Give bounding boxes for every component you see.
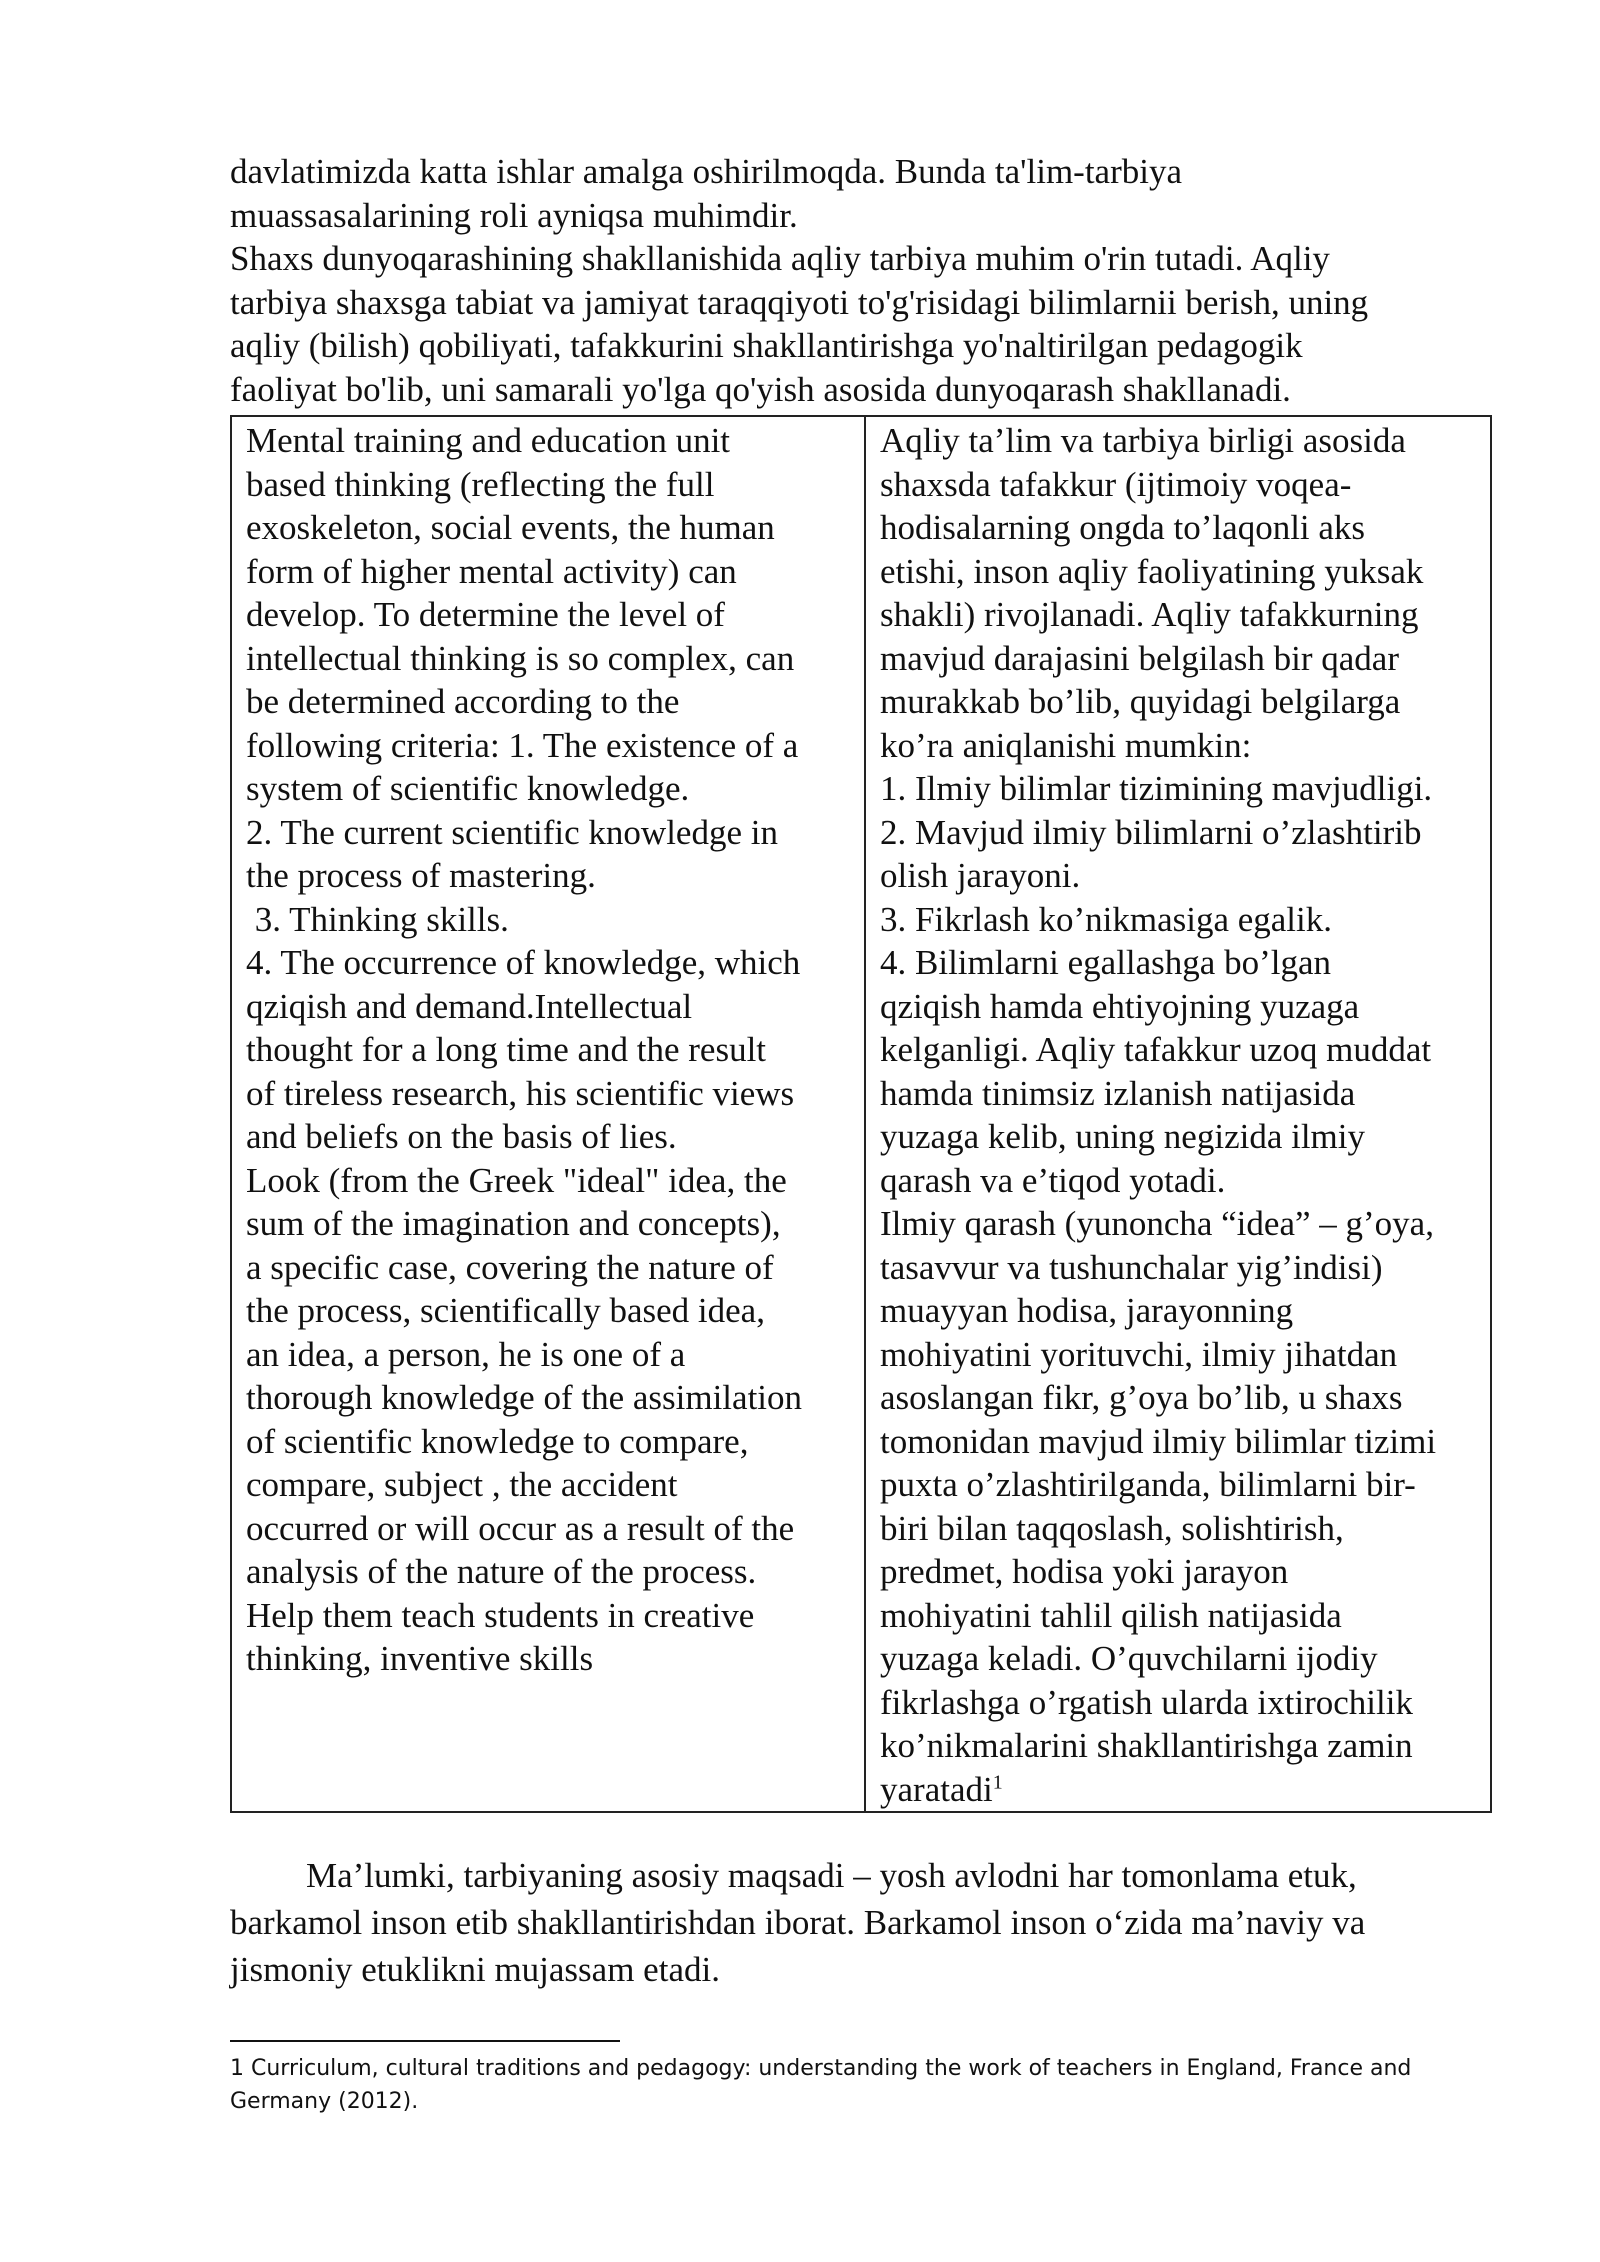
uzbek-line: ko’nikmalarini shakllantirishga zamin	[880, 1726, 1413, 1765]
bilingual-table	[230, 415, 1492, 1813]
closing-paragraph: Ma’lumki, tarbiyaning asosiy maqsadi – yosh avlodni har tomonlama etuk, barkamol inson etib shakllantirishdan iborat. Barkamol inson o‘zida ma’naviy va jismoniy etuklikni mujassam etadi.	[230, 1856, 1366, 1989]
english-line: be determined according to the	[246, 682, 680, 721]
uzbek-line: asoslangan fikr, g’oya bo’lib, u shaxs	[880, 1378, 1403, 1417]
english-line: exoskeleton, social events, the human	[246, 508, 775, 547]
uzbek-line: tasavvur va tushunchalar yig’indisi)	[880, 1247, 1383, 1287]
english-line: based thinking (reflecting the full	[246, 464, 715, 504]
uzbek-line: ko’ra aniqlanishi mumkin:	[880, 725, 1252, 765]
uzbek-line: kelganligi. Aqliy tafakkur uzoq muddat	[880, 1030, 1432, 1069]
intro-line: muassasalarining roli ayniqsa muhimdir.	[230, 195, 798, 235]
uzbek-line: fikrlashga o’rgatish ularda ixtirochilik	[880, 1682, 1413, 1722]
english-line: compare, subject , the accident	[246, 1465, 678, 1504]
english-line: qziqish and demand.Intellectual	[246, 986, 693, 1026]
footnote-reference[interactable]: 1	[992, 1770, 1003, 1793]
uzbek-line: hodisalarning ongda to’laqonli aks	[880, 508, 1366, 547]
english-line: sum of the imagination and concepts),	[246, 1204, 781, 1243]
uzbek-line: qarash va e’tiqod yotadi.	[880, 1160, 1226, 1200]
intro-line: tarbiya shaxsga tabiat va jamiyat taraqqiyoti to'g'risidagi bilimlarnii berish, uning	[230, 282, 1369, 322]
english-line: an idea, a person, he is one of a	[246, 1334, 686, 1374]
uzbek-line: olish jarayoni.	[880, 856, 1081, 895]
english-line: and beliefs on the basis of lies.	[246, 1117, 677, 1156]
english-line: Look (from the Greek "ideal" idea, the	[246, 1160, 787, 1200]
uzbek-line: tomonidan mavjud ilmiy bilimlar tizimi	[880, 1421, 1437, 1461]
intro-line: faoliyat bo'lib, uni samarali yo'lga qo'yish asosida dunyoqarash shakllanadi.	[230, 369, 1291, 409]
table-row	[231, 416, 1491, 1812]
uzbek-line: predmet, hodisa yoki jarayon	[880, 1552, 1289, 1591]
uzbek-line: shaxsda tafakkur (ijtimoiy voqea-	[880, 464, 1352, 504]
uzbek-line: mohiyatini tahlil qilish natijasida	[880, 1595, 1342, 1635]
english-line: thorough knowledge of the assimilation	[246, 1378, 803, 1417]
uzbek-line: 3. Fikrlash ko’nikmasiga egalik.	[880, 899, 1333, 939]
uzbek-line: qziqish hamda ehtiyojning yuzaga	[880, 986, 1360, 1026]
uzbek-line: murakkab bo’lib, quyidagi belgilarga	[880, 682, 1401, 721]
english-line: a specific case, covering the nature of	[246, 1247, 774, 1287]
uzbek-line: yuzaga keladi. O’quvchilarni ijodiy	[880, 1639, 1378, 1678]
uzbek-line: yuzaga kelib, uning negizida ilmiy	[880, 1117, 1366, 1156]
intro-line: Shaxs dunyoqarashining shakllanishida aqliy tarbiya muhim o'rin tutadi. Aqliy	[230, 239, 1330, 278]
english-line: thinking, inventive skills	[246, 1639, 594, 1678]
english-line: of scientific knowledge to compare,	[246, 1421, 749, 1461]
english-line: the process, scientifically based idea,	[246, 1291, 765, 1330]
uzbek-line: mohiyatini yorituvchi, ilmiy jihatdan	[880, 1334, 1398, 1374]
intro-paragraph	[230, 150, 1490, 411]
uzbek-line: biri bilan taqqoslash, solishtirish,	[880, 1508, 1344, 1548]
uzbek-line: 1. Ilmiy bilimlar tizimining mavjudligi.	[880, 769, 1433, 808]
uzbek-line: etishi, inson aqliy faoliyatining yuksak	[880, 551, 1424, 591]
english-line: 3. Thinking skills.	[246, 899, 509, 939]
uzbek-line: shakli) rivojlanadi. Aqliy tafakkurning	[880, 595, 1419, 634]
english-line: thought for a long time and the result	[246, 1030, 767, 1069]
uzbek-last-line	[880, 1768, 1476, 1812]
english-cell	[231, 416, 865, 1812]
english-line: analysis of the nature of the process.	[246, 1552, 757, 1591]
english-line: system of scientific knowledge.	[246, 769, 690, 808]
english-line: following criteria: 1. The existence of a	[246, 725, 799, 765]
footnote-separator	[230, 2040, 620, 2042]
uzbek-line: mavjud darajasini belgilash bir qadar	[880, 638, 1400, 678]
intro-line: aqliy (bilish) qobiliyati, tafakkurini shakllantirishga yo'naltirilgan pedagogik	[230, 326, 1303, 365]
english-line: develop. To determine the level of	[246, 595, 725, 634]
english-line: 4. The occurrence of knowledge, which	[246, 943, 801, 982]
footnote-text: 1 Curriculum, cultural traditions and pedagogy: understanding the work of teachers in England, France and Germany (2012).	[230, 2056, 1412, 2114]
english-line: of tireless research, his scientific views	[246, 1073, 795, 1113]
uzbek-last-word: yaratadi	[880, 1769, 993, 1809]
uzbek-line: 4. Bilimlarni egallashga bo’lgan	[880, 943, 1332, 982]
uzbek-line: puxta o’zlashtirilganda, bilimlarni bir-	[880, 1465, 1416, 1504]
uzbek-cell	[865, 416, 1491, 1812]
uzbek-line: Ilmiy qarash (yunoncha “idea” – g’oya,	[880, 1204, 1434, 1243]
english-line: form of higher mental activity) can	[246, 551, 737, 591]
english-line: intellectual thinking is so complex, can	[246, 638, 795, 678]
uzbek-line: muayyan hodisa, jarayonning	[880, 1291, 1294, 1330]
uzbek-line: hamda tinimsiz izlanish natijasida	[880, 1073, 1356, 1113]
english-line: Mental training and education unit	[246, 421, 731, 460]
english-line: occurred or will occur as a result of the	[246, 1508, 795, 1548]
uzbek-line: Aqliy ta’lim va tarbiya birligi asosida	[880, 421, 1406, 460]
english-line: Help them teach students in creative	[246, 1595, 755, 1635]
uzbek-line: 2. Mavjud ilmiy bilimlarni o’zlashtirib	[880, 812, 1422, 852]
english-line: the process of mastering.	[246, 856, 596, 895]
intro-line: davlatimizda katta ishlar amalga oshirilmoqda. Bunda ta'lim-tarbiya	[230, 152, 1182, 191]
english-line: 2. The current scientific knowledge in	[246, 812, 778, 852]
